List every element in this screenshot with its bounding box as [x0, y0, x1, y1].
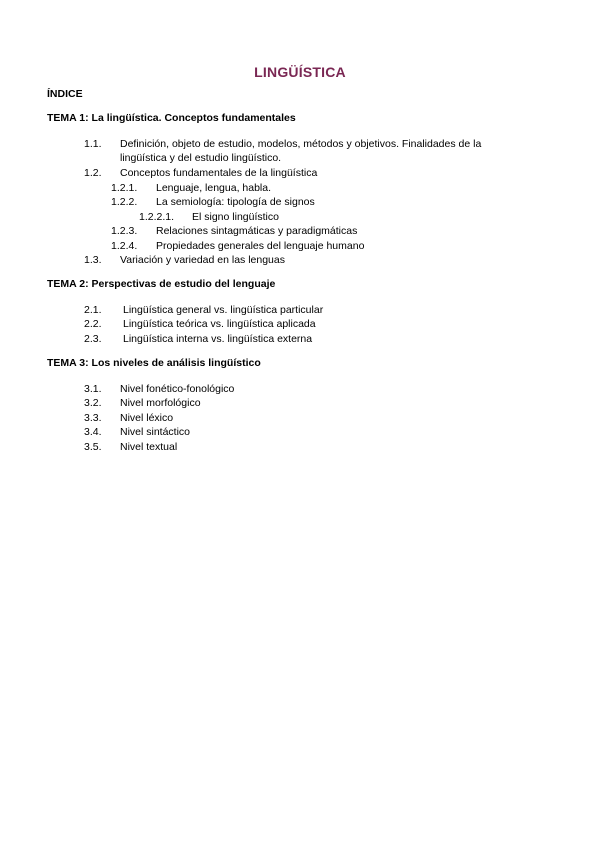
- toc-item-number: 3.5.: [84, 441, 102, 453]
- toc-item-text: Lenguaje, lengua, habla.: [156, 182, 272, 194]
- toc-item-number: 2.3.: [84, 333, 102, 345]
- toc-item-number: 1.2.2.1.: [139, 211, 175, 223]
- document-title: LINGÜÍSTICA: [254, 64, 346, 80]
- toc-item-number: 1.2.4.: [111, 240, 138, 252]
- toc-item-number: 1.2.1.: [111, 182, 138, 194]
- toc-item-text: Propiedades generales del lenguaje humano: [156, 240, 365, 252]
- toc-item-number: 1.2.2.: [111, 196, 138, 208]
- toc-item-number: 3.3.: [84, 412, 102, 424]
- tema1-heading: TEMA 1: La lingüística. Conceptos fundamentales: [47, 112, 296, 124]
- toc-item-text: Definición, objeto de estudio, modelos, métodos y objetivos. Finalidades de la lingüística y del estudio lingüístico.: [120, 138, 482, 164]
- toc-item-number: 1.2.3.: [111, 225, 138, 237]
- toc-item-text: Nivel morfológico: [120, 397, 201, 409]
- toc-item-text: Relaciones sintagmáticas y paradigmáticas: [156, 225, 358, 237]
- toc-item-number: 3.4.: [84, 426, 102, 438]
- toc-item-text: Lingüística interna vs. lingüística externa: [123, 333, 313, 345]
- toc-item-number: 2.1.: [84, 304, 102, 316]
- toc-item-text: El signo lingüístico: [192, 211, 279, 223]
- index-label: ÍNDICE: [47, 88, 83, 100]
- toc-item-text: Nivel fonético-fonológico: [120, 383, 235, 395]
- toc-item-text: Conceptos fundamentales de la lingüística: [120, 167, 318, 179]
- toc-item-number: 1.1.: [84, 138, 102, 150]
- toc-item-text: Lingüística general vs. lingüística particular: [123, 304, 324, 316]
- toc-item-number: 2.2.: [84, 318, 102, 330]
- toc-item-text: Nivel léxico: [120, 412, 174, 424]
- toc-item-number: 1.2.: [84, 167, 102, 179]
- toc-item-number: 1.3.: [84, 254, 102, 266]
- toc-item-text: Lingüística teórica vs. lingüística aplicada: [123, 318, 316, 330]
- toc-item-text: Variación y variedad en las lenguas: [120, 254, 285, 266]
- toc-item-1-1: [84, 137, 524, 167]
- toc-item-text: Nivel textual: [120, 441, 178, 453]
- tema2-heading: TEMA 2: Perspectivas de estudio del lenguaje: [47, 278, 276, 290]
- tema3-heading: TEMA 3: Los niveles de análisis lingüístico: [47, 357, 261, 369]
- toc-item-text: Nivel sintáctico: [120, 426, 191, 438]
- toc-item-text: La semiología: tipología de signos: [156, 196, 315, 208]
- toc-item-number: 3.2.: [84, 397, 102, 409]
- toc-item-number: 3.1.: [84, 383, 102, 395]
